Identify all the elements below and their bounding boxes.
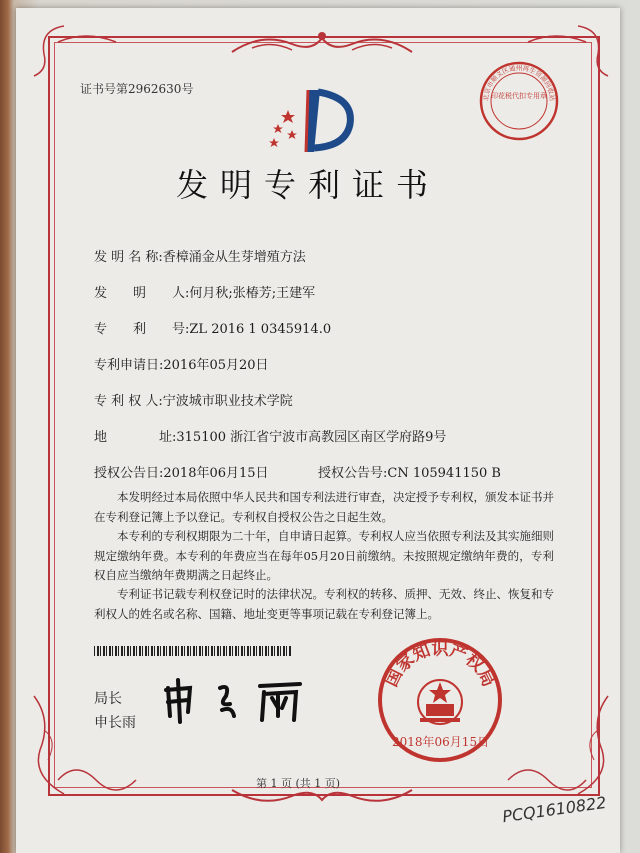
field-address: 地 址:315100 浙江省宁波市高教园区南区学府路9号 [94, 430, 447, 445]
grant-date: 授权公告日:2018年06月15日 [94, 466, 269, 481]
certificate-number: 证书号第2962630号 [80, 82, 194, 96]
tax-stamp [478, 60, 560, 142]
tax-stamp-text: 北京市顺义区通州再生资源回收站 [481, 64, 557, 102]
field-inventor: 发 明 人:何月秋;张椿芳;王建军 [94, 286, 316, 301]
page-footer: 第 1 页 (共 1 页) [256, 777, 341, 790]
grant-number: 授权公告号:CN 105941150 B [318, 466, 501, 481]
signatory-title: 局长 [94, 691, 122, 707]
seal-date: 2018年06月15日 [392, 735, 490, 749]
patent-office-logo [268, 86, 358, 156]
director-signature [160, 676, 320, 726]
corner-ornament-top-right [572, 20, 612, 80]
tax-stamp-inner: 印花税代扣专用章 [491, 92, 547, 100]
field-patent-number: 专 利 号:ZL 2016 1 0345914.0 [94, 322, 332, 337]
paragraph-term: 本专利的专利权期限为二十年，自申请日起算。专利权人应当依照专利法及其实施细则规定缴纳年费。本专利的年费应当在每年05月20日前缴纳。未按照规定缴纳年费的，专利权自应当缴纳年费期满之日起终止。 [94, 529, 554, 582]
barcode [94, 646, 292, 656]
document-title: 发明专利证书 [176, 166, 441, 204]
field-application-date: 专利申请日:2016年05月20日 [94, 358, 269, 373]
field-patentee: 专 利 权 人:宁波城市职业技术学院 [94, 394, 293, 409]
top-ornament [56, 24, 588, 64]
corner-ornament-top-left [30, 20, 70, 80]
handwritten-note: PCQ1610822 [501, 792, 608, 827]
seal-text: 国家知识产权局 [381, 639, 499, 691]
paragraph-grant: 本发明经过本局依照中华人民共和国专利法进行审查，决定授予专利权，颁发本证书并在专利登记簿上予以登记。专利权自授权公告之日起生效。 [94, 490, 554, 524]
corner-ornament-bottom-left [30, 690, 70, 800]
corner-ornament-bottom-right [572, 690, 612, 800]
paragraph-legal-status: 专利证书记载专利权登记时的法律状况。专利权的转移、质押、无效、终止、恢复和专利权人的姓名或名称、国籍、地址变更等事项记载在专利登记簿上。 [94, 587, 554, 621]
signatory-name: 申长雨 [94, 715, 136, 731]
field-invention-name: 发 明 名 称:香樟涌金从生芽增殖方法 [94, 250, 306, 265]
